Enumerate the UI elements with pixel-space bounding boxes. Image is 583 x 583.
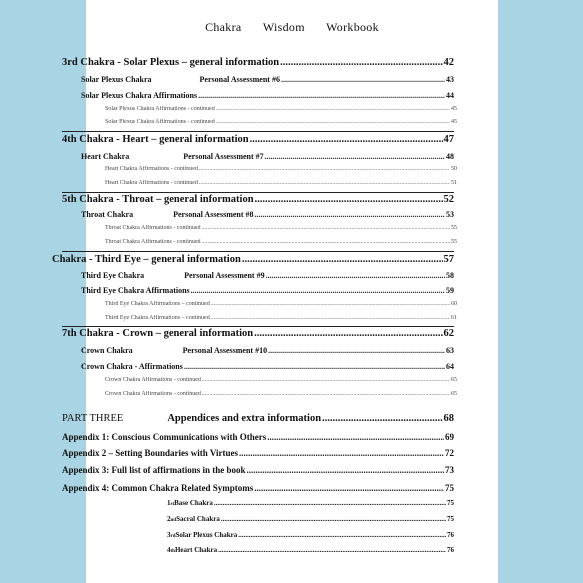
- toc-title: Third Eye Chakra Affirmations: [81, 286, 190, 295]
- toc-leader: [221, 515, 446, 523]
- toc-ordinal-suffix: nd: [170, 518, 177, 523]
- toc-entry: [105, 106, 457, 112]
- toc-leader: [238, 531, 446, 539]
- toc-ordinal-suffix: rd: [170, 534, 176, 539]
- toc-title: Appendix 2 – Setting Boundaries with Virtues: [62, 448, 239, 458]
- toc-assessment: Personal Assessment #9: [184, 271, 265, 280]
- toc-page: 51: [451, 180, 457, 186]
- toc-title: Heart Chakra Affirmations - continued: [105, 166, 198, 172]
- toc-leader: [265, 152, 445, 161]
- toc-leader: [254, 328, 442, 339]
- toc-title: Crown Chakra Affirmations - continued: [105, 391, 201, 397]
- toc-leader: [198, 91, 445, 100]
- toc-title: Base Chakra: [174, 499, 213, 507]
- toc-page: 75: [447, 499, 454, 507]
- toc-title: Solar Plexus Chakra Affirmations - continued: [105, 119, 215, 125]
- toc-entry: [167, 499, 454, 507]
- toc-ordinal: 3: [167, 531, 171, 539]
- toc-leader: [214, 499, 446, 507]
- toc-leader: [239, 448, 444, 458]
- toc-title: Solar Plexus Chakra: [175, 531, 238, 539]
- toc-title: 7th Chakra - Crown – general information: [62, 328, 254, 339]
- toc-title: Appendix 1: Conscious Communications with Others: [62, 432, 267, 442]
- toc-title: Solar Plexus Chakra: [81, 75, 152, 84]
- toc-leader: [211, 301, 450, 307]
- toc-page: 64: [446, 362, 454, 371]
- toc-leader: [254, 483, 444, 493]
- toc-ordinal: 2: [167, 515, 171, 523]
- header-word-3: Workbook: [326, 20, 379, 34]
- toc-page: 68: [443, 413, 454, 424]
- toc-title: Throat Chakra: [81, 210, 134, 219]
- toc-entry: [62, 328, 454, 339]
- toc-assessment: Personal Assessment #7: [183, 152, 264, 161]
- toc-entry: [105, 239, 457, 245]
- toc-title: Crown Chakra - Affirmations: [81, 362, 183, 371]
- toc-page: 47: [443, 134, 454, 145]
- toc-page: 45: [451, 106, 457, 112]
- toc-leader: [202, 225, 450, 231]
- toc-page: 53: [446, 210, 454, 219]
- section-divider: [62, 326, 454, 327]
- toc-page: 45: [451, 119, 457, 125]
- toc-entry: [105, 315, 457, 321]
- toc-entry: [62, 413, 454, 424]
- section-divider: [62, 192, 454, 193]
- toc-entry: [62, 465, 454, 475]
- toc-title: Chakra - Third Eye – general information: [52, 254, 241, 265]
- toc-leader: [199, 166, 450, 172]
- toc-ordinal: 4: [167, 546, 171, 554]
- toc-leader: [191, 286, 445, 295]
- toc-leader: [202, 239, 450, 245]
- toc-entry: [62, 194, 454, 205]
- toc-entry: [62, 448, 454, 458]
- toc-page: 58: [446, 271, 454, 280]
- toc-entry: [81, 286, 454, 295]
- toc-leader: [255, 210, 445, 219]
- toc-entry: [105, 225, 457, 231]
- toc-page: 55: [451, 239, 457, 245]
- toc-leader: [216, 106, 450, 112]
- toc-entry: [105, 391, 457, 397]
- toc-title: Solar Plexus Chakra Affirmations - continued: [105, 106, 215, 112]
- toc-leader: [268, 346, 445, 355]
- toc-page: 76: [447, 531, 454, 539]
- toc-ordinal-suffix: th: [170, 549, 175, 554]
- toc-title: Appendix 3: Full list of affirmations in the book: [62, 465, 246, 475]
- toc-page: 44: [446, 91, 454, 100]
- toc-leader: [242, 254, 443, 265]
- toc-page: 52: [443, 194, 454, 205]
- header-word-2: Wisdom: [262, 20, 305, 34]
- toc-entry: [62, 57, 454, 68]
- toc-leader: [211, 315, 450, 321]
- toc-ordinal: 1: [167, 499, 171, 507]
- toc-entry: [167, 515, 454, 523]
- toc-page: 72: [445, 448, 454, 458]
- toc-title: Third Eye Chakra Affirmations – continued: [105, 315, 210, 321]
- toc-page: 75: [445, 483, 454, 493]
- toc-title: Third Eye Chakra Affirmations – continued: [105, 301, 210, 307]
- toc-page: 48: [446, 152, 454, 161]
- toc-assessment: Personal Assessment #8: [173, 210, 254, 219]
- toc-page: 62: [443, 328, 454, 339]
- section-divider: [62, 131, 454, 132]
- toc-page: 61: [451, 315, 457, 321]
- toc-page: 60: [451, 301, 457, 307]
- toc-page: 73: [445, 465, 454, 475]
- toc-page: 65: [451, 377, 457, 383]
- toc-title: Sacral Chakra: [176, 515, 220, 523]
- toc-title: Heart Chakra: [81, 152, 130, 161]
- toc-leader: [216, 119, 450, 125]
- toc-entry: [62, 134, 454, 145]
- toc-entry: [105, 166, 457, 172]
- toc-leader: [280, 57, 442, 68]
- toc-entry: [52, 254, 454, 265]
- toc-entry: [81, 210, 454, 219]
- toc-title: Crown Chakra: [81, 346, 133, 355]
- toc-title: Appendix 4: Common Chakra Related Symptoms: [62, 483, 254, 493]
- toc-entry: [105, 180, 457, 186]
- toc-entry: [62, 483, 454, 493]
- toc-leader: [247, 465, 444, 475]
- toc-entry: [62, 432, 454, 442]
- toc-title: 5th Chakra - Throat – general information: [62, 194, 254, 205]
- toc-entry: [167, 531, 454, 539]
- toc-entry: [167, 546, 454, 554]
- toc-title: Heart Chakra Affirmations - continued: [105, 180, 198, 186]
- toc-leader: [322, 413, 442, 424]
- toc-page: 69: [445, 432, 454, 442]
- page-header: [86, 20, 498, 35]
- header-word-1: Chakra: [205, 20, 242, 34]
- toc-assessment: Personal Assessment #6: [199, 75, 280, 84]
- toc-leader: [266, 271, 445, 280]
- toc-page: 75: [447, 515, 454, 523]
- toc-page: 43: [446, 75, 454, 84]
- toc-entry: [81, 152, 454, 161]
- toc-ordinal-suffix: st: [170, 502, 175, 507]
- toc-page: 50: [451, 166, 457, 172]
- toc-page: 76: [447, 546, 454, 554]
- toc-leader: [202, 377, 450, 383]
- toc-title: Crown Chakra Affirmations - continued: [105, 377, 201, 383]
- toc-page: 65: [451, 391, 457, 397]
- toc-leader: [267, 432, 444, 442]
- toc-page: 42: [443, 57, 454, 68]
- toc-title: 3rd Chakra - Solar Plexus – general information: [62, 57, 280, 68]
- toc-title: Third Eye Chakra: [81, 271, 145, 280]
- toc-page: 59: [446, 286, 454, 295]
- toc-assessment: Personal Assessment #10: [182, 346, 268, 355]
- toc-title: Throat Chakra Affirmations - continued: [105, 239, 201, 245]
- toc-title: Appendices and extra information: [167, 413, 322, 424]
- toc-page: 55: [451, 225, 457, 231]
- toc-leader: [250, 134, 443, 145]
- toc-leader: [255, 194, 443, 205]
- toc-title: Solar Plexus Chakra Affirmations: [81, 91, 198, 100]
- toc-title: 4th Chakra - Heart – general information: [62, 134, 249, 145]
- toc-leader: [281, 75, 445, 84]
- toc-entry: [81, 346, 454, 355]
- toc-leader: [184, 362, 445, 371]
- toc-title: Throat Chakra Affirmations - continued: [105, 225, 201, 231]
- toc-title: Heart Chakra: [174, 546, 218, 554]
- toc-leader: [202, 391, 450, 397]
- toc-entry: [105, 377, 457, 383]
- toc-page: 57: [443, 254, 454, 265]
- toc-part-label: PART THREE: [62, 413, 124, 424]
- toc-leader: [218, 546, 446, 554]
- toc-entry: [105, 119, 457, 125]
- toc-leader: [199, 180, 450, 186]
- toc-entry: [105, 301, 457, 307]
- toc-entry: [81, 271, 454, 280]
- toc-page: 63: [446, 346, 454, 355]
- section-divider: [62, 251, 454, 252]
- toc-entry: [81, 91, 454, 100]
- toc-entry: [81, 362, 454, 371]
- toc-entry: [81, 75, 454, 84]
